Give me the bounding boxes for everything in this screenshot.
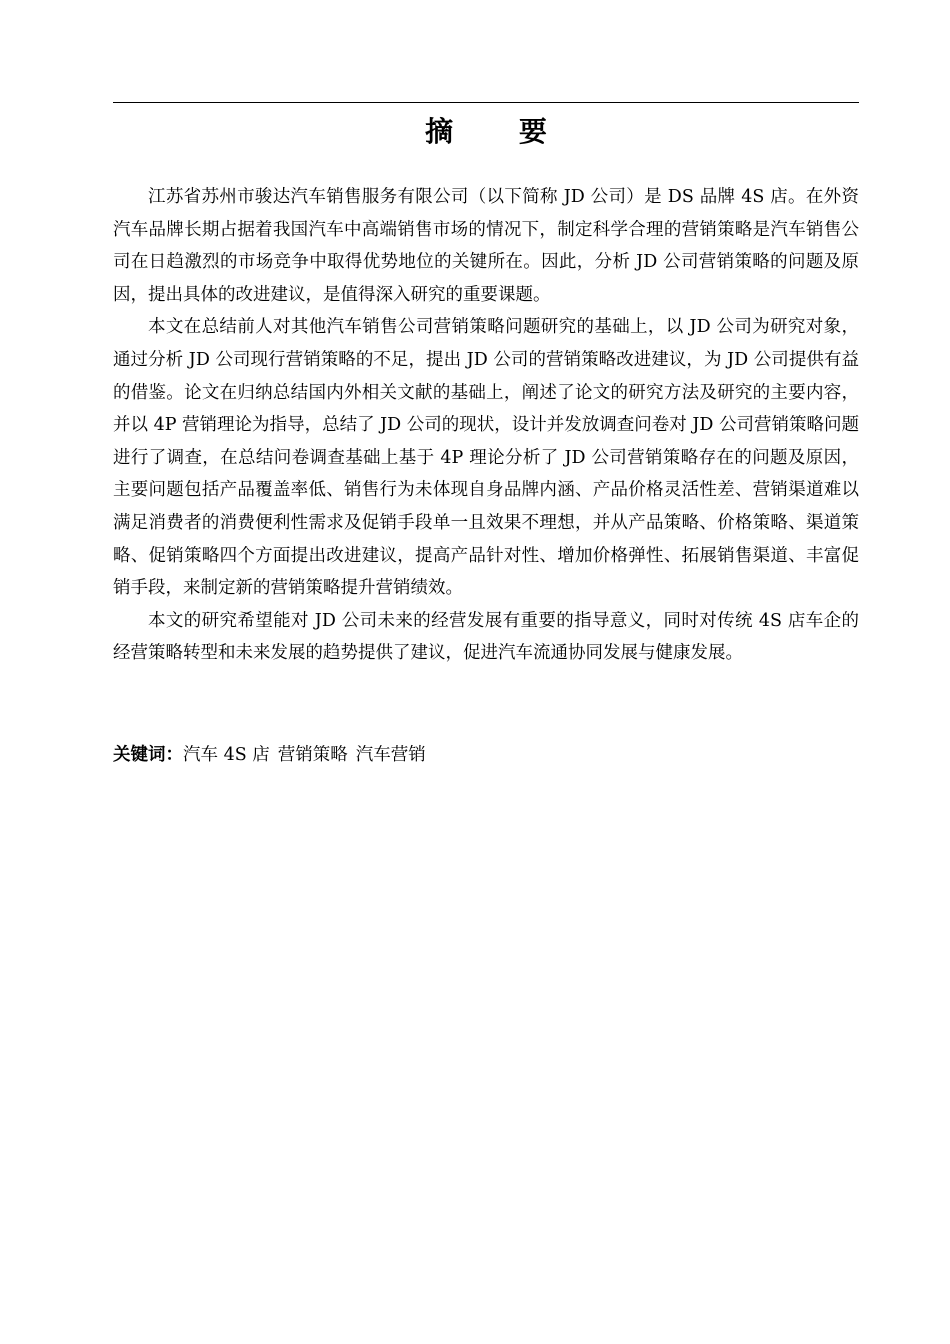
page-title: 摘 要 <box>425 115 575 148</box>
keyword-item: 营销策略 <box>277 745 348 765</box>
abstract-paragraph-2: 本文在总结前人对其他汽车销售公司营销策略问题研究的基础上，以 JD 公司为研究对象，通过分析 JD 公司现行营销策略的不足，提出 JD 公司的营销策略改进建议，为 JD 公司提供有益的借鉴。论文在归纳总结国内外相关文献的基础上，阐述了论文的研究方法及研究的主要内容，并以 4P 营销理论为指导，总结了 JD 公司的现状，设计并发放调查问卷对 JD 公司营销策略问题进行了调查，在总结问卷调查基础上基于 4P 理论分析了 JD 公司营销策略存在的问题及原因，主要问题包括产品覆盖率低、销售行为未体现自身品牌内涵、产品价格灵活性差、营销渠道难以满足消费者的消费便利性需求及促销手段单一且效果不理想，并从产品策略、价格策略、渠道策略、促销策略四个方面提出改进建议，提高产品针对性、增加价格弹性、拓展销售渠道、丰富促销手段，来制定新的营销策略提升营销绩效。 <box>113 317 860 599</box>
keywords-label: 关键词： <box>113 745 183 765</box>
header-rule <box>113 102 859 103</box>
abstract-paragraph-3: 本文的研究希望能对 JD 公司未来的经营发展有重要的指导意义，同时对传统 4S 店车企的经营策略转型和未来发展的趋势提供了建议，促进汽车流通协同发展与健康发展。 <box>113 610 859 664</box>
abstract-paragraph-1: 江苏省苏州市骏达汽车销售服务有限公司（以下简称 JD 公司）是 DS 品牌 4S 店。在外资汽车品牌长期占据着我国汽车中高端销售市场的情况下，制定科学合理的营销策略是汽车销售公司在日趋激烈的市场竞争中取得优势地位的关键所在。因此，分析 JD 公司营销策略的问题及原因，提出具体的改进建议，是值得深入研究的重要课题。 <box>113 187 859 305</box>
abstract-body <box>113 181 859 670</box>
keywords-line <box>113 739 859 771</box>
keyword-item: 汽车营销 <box>355 745 426 765</box>
keyword-item: 汽车 4S 店 <box>183 745 270 765</box>
